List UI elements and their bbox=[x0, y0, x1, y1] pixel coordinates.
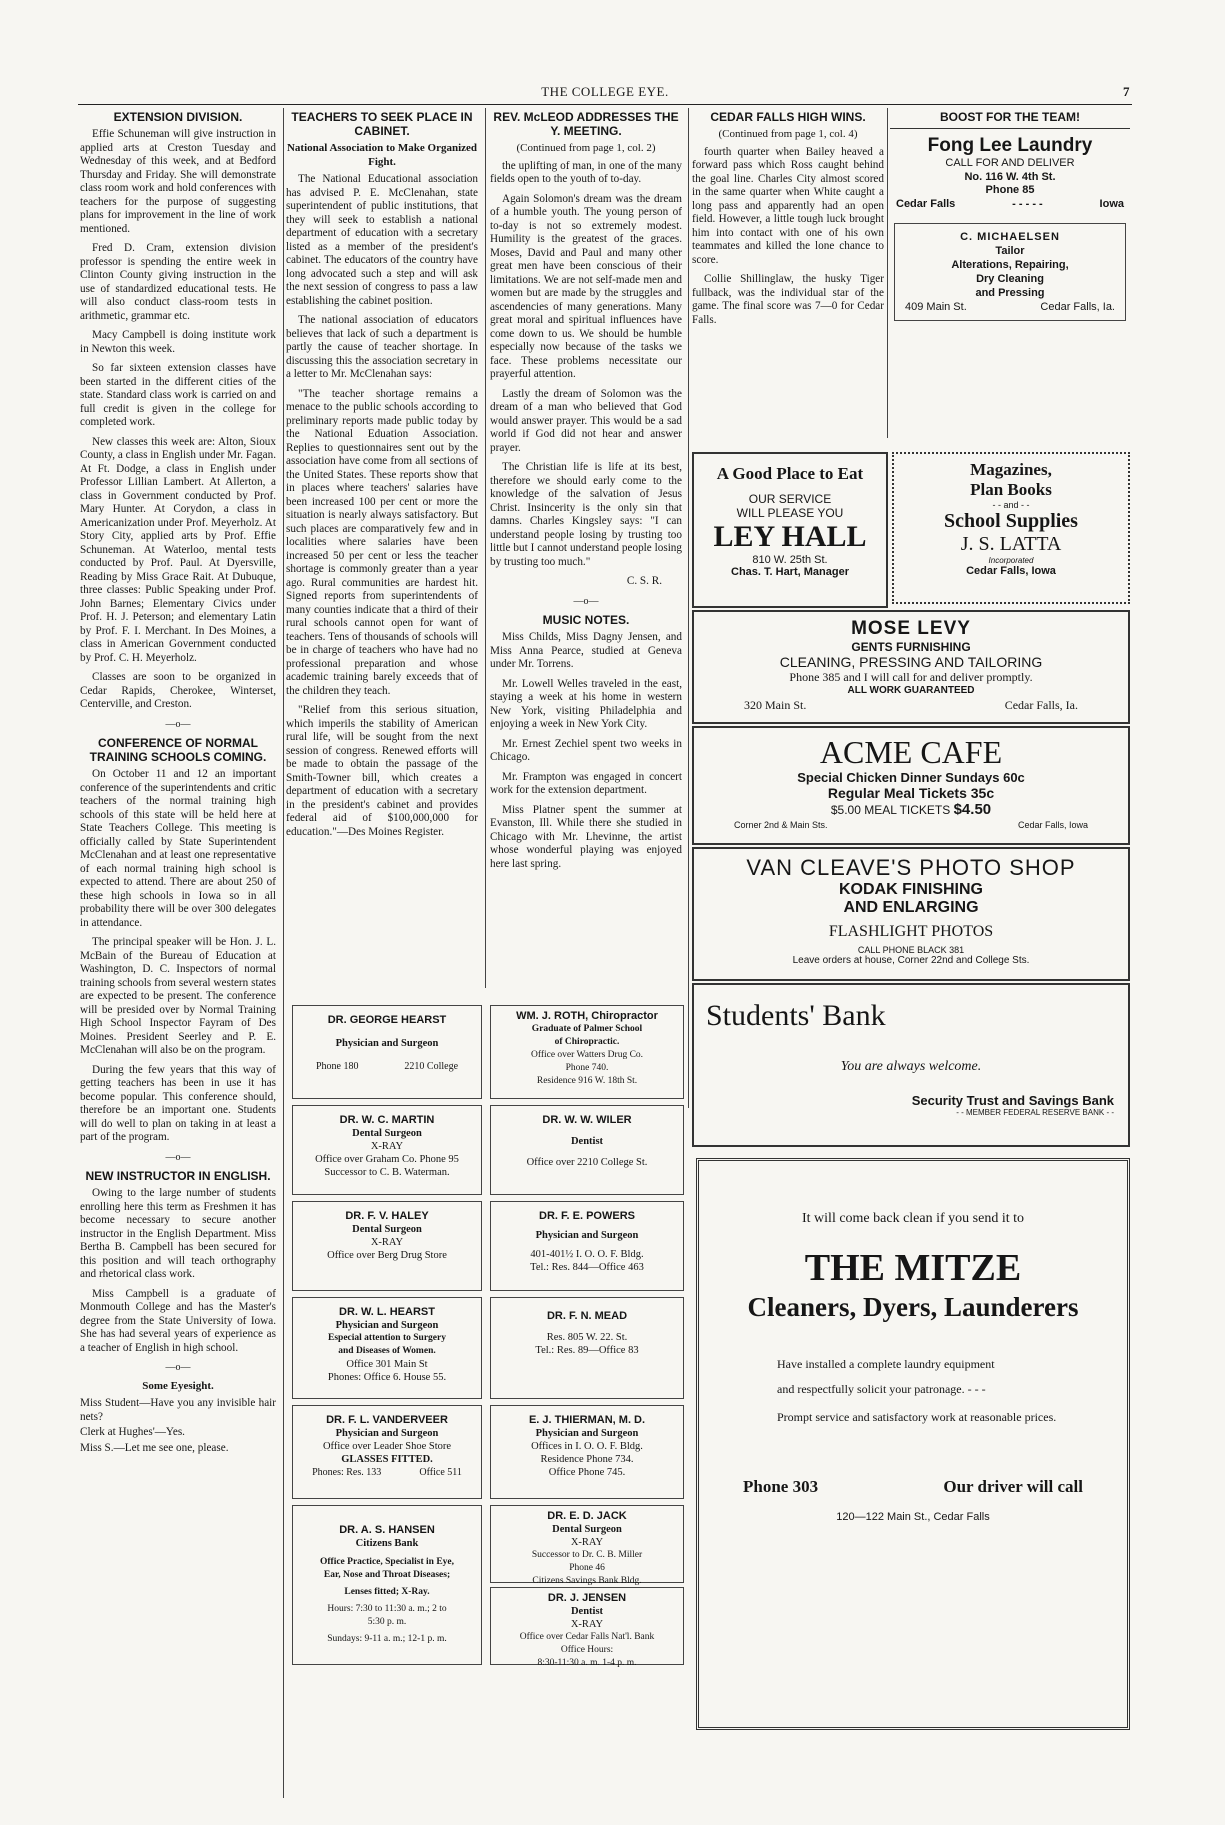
card-text: Hours: 7:30 to 11:30 a. m.; 2 to bbox=[327, 1604, 447, 1614]
card-mead bbox=[490, 1297, 684, 1399]
card-name: E. J. THIERMAN, M. D. bbox=[528, 1414, 646, 1426]
card-title: Dentist bbox=[570, 1606, 604, 1617]
card-text: Successor to Dr. C. B. Miller bbox=[531, 1550, 643, 1560]
header-rule bbox=[78, 104, 1132, 105]
card-haley bbox=[292, 1201, 482, 1291]
ad-text: Magazines, bbox=[970, 460, 1052, 479]
ad-tailor-name: C. MICHAELSEN bbox=[960, 231, 1060, 243]
ad-text: Corner 2nd & Main Sts. bbox=[734, 820, 828, 830]
ad-vancleave-name: VAN CLEAVE'S PHOTO SHOP bbox=[746, 855, 1076, 880]
ad-mitze bbox=[696, 1158, 1130, 1730]
column-divider bbox=[485, 108, 486, 988]
card-text: Office 511 bbox=[419, 1467, 462, 1478]
article-paragraph: On October 11 and 12 an important conference of the superintendents and critic teachers of the normal training high schools of this state will be held here at State Teachers College. This meeting is officially called by State Superintendent McClenahan and at least one representative of each normal training high school is expected to attend. There are about 250 of these high schools in Iowa so in all probability there will be over 300 delegates in attendance. bbox=[80, 768, 276, 929]
ad-acme-address bbox=[694, 818, 1128, 832]
dialogue-line: Miss S.—Let me see one, please. bbox=[80, 1441, 229, 1454]
column-1 bbox=[80, 110, 276, 1710]
card-name: DR. GEORGE HEARST bbox=[327, 1014, 447, 1026]
ad-acme-tickets bbox=[694, 801, 1128, 818]
card-title: Dental Surgeon bbox=[552, 1524, 622, 1535]
column-3 bbox=[490, 110, 682, 1020]
article-heading: NEW INSTRUCTOR IN ENGLISH. bbox=[85, 1169, 271, 1183]
ad-text: CALL FOR AND DELIVER bbox=[945, 157, 1075, 169]
card-text: Office over Leader Shoe Store bbox=[322, 1441, 452, 1452]
card-text: Office Phone 745. bbox=[548, 1467, 626, 1478]
separator: —o— bbox=[165, 718, 191, 730]
ad-mose-address bbox=[694, 696, 1128, 715]
card-text: Sundays: 9-11 a. m.; 12-1 p. m. bbox=[327, 1634, 447, 1644]
card-name: DR. F. E. POWERS bbox=[539, 1210, 635, 1222]
ad-van-cleave bbox=[692, 847, 1130, 981]
card-text: Res. 805 W. 22. St. bbox=[546, 1332, 628, 1343]
article-paragraph: Miss Platner spent the summer at Evanston, Ill. While there she studied in Chicago with Mr. Lhevinne, the artist whose wonderful playing was enjoyed here last spring. bbox=[490, 803, 682, 870]
card-name: DR. F. N. MEAD bbox=[546, 1310, 628, 1322]
ad-text: GENTS FURNISHING bbox=[851, 640, 971, 654]
card-hearst bbox=[292, 1005, 482, 1099]
ad-text: Special Chicken Dinner Sundays 60c bbox=[797, 770, 1025, 785]
ad-latta bbox=[892, 452, 1130, 604]
card-text: Tel.: Res. 89—Office 83 bbox=[535, 1345, 639, 1356]
article-paragraph: Mr. Lowell Welles traveled in the east, staying a week at his home in western New York, visiting Philadelphia and enjoying a week in New York City. bbox=[490, 677, 682, 730]
card-text: Office over Watters Drug Co. bbox=[530, 1050, 644, 1060]
ad-tailor-address bbox=[899, 300, 1121, 314]
article-paragraph: Effie Schuneman will give instruction in applied arts at Creston Tuesday and Wednesday of this week, and at Bedford Thursday and Friday. She will demonstrate class room work and hold conferences with teachers for the purpose of suggesting plans for improvement in the line of work mentioned. bbox=[80, 128, 276, 235]
card-text: Ear, Nose and Throat Diseases; bbox=[323, 1570, 451, 1580]
signature: C. S. R. bbox=[626, 575, 662, 587]
card-text: Office 301 Main St bbox=[346, 1359, 428, 1370]
ad-text: 120—122 Main St., Cedar Falls bbox=[836, 1511, 990, 1523]
card-text: Residence Phone 734. bbox=[540, 1454, 634, 1465]
article-paragraph: Owing to the large number of students enrolling here this term as Freshmen it has become necessary to secure another instructor in the English Department. Miss Bertha B. Campbell has been secured for this position and will teach orthography and rhetorical class work. bbox=[80, 1187, 276, 1280]
ad-mitze-contact bbox=[699, 1427, 1127, 1497]
card-text: X-RAY bbox=[370, 1141, 404, 1152]
article-paragraph: Miss Childs, Miss Dagny Jensen, and Miss Anna Pearce, studied at Geneva under Mr. Torrens. bbox=[490, 631, 682, 670]
card-thierman bbox=[490, 1405, 684, 1499]
ad-text: CLEANING, PRESSING AND TAILORING bbox=[779, 654, 1043, 670]
newspaper-title: THE COLLEGE EYE. bbox=[541, 84, 669, 99]
article-paragraph: The principal speaker will be Hon. J. L. McBain of the Bureau of Education at Washington, D. C. Inspectors of normal training schools from several western states are expected to be present. The conference will be presided over by Normal Training High School Inspector Fayram of Des Moines. President Seerley and P. E. McClenahan will also be on the program. bbox=[80, 936, 276, 1056]
article-paragraph: Collie Shillinglaw, the husky Tiger fullback, was the individual star of the game. The final score was 7—0 for Cedar Falls. bbox=[692, 273, 884, 326]
ad-text: Cedar Falls, Iowa bbox=[1017, 820, 1088, 830]
separator: —o— bbox=[165, 1151, 191, 1163]
card-text: 8:30-11:30 a. m. 1-4 p. m. bbox=[537, 1658, 637, 1668]
card-text: Phones: Res. 133 bbox=[312, 1467, 382, 1478]
ad-text: 810 W. 25th St. bbox=[752, 554, 828, 566]
column-2 bbox=[286, 110, 478, 980]
ad-text: - - and - - bbox=[992, 500, 1030, 510]
ad-acme-cafe bbox=[692, 726, 1130, 845]
ad-laundry-city-row bbox=[890, 198, 1130, 212]
card-text: X-RAY bbox=[570, 1537, 604, 1548]
card-text: Successor to C. B. Waterman. bbox=[324, 1167, 450, 1178]
ad-text: You are always welcome. bbox=[840, 1059, 982, 1074]
card-title: Physician and Surgeon bbox=[335, 1038, 439, 1049]
ad-text: Alterations, Repairing, bbox=[951, 259, 1069, 271]
ad-mose-levy bbox=[692, 610, 1130, 724]
article-paragraph: New classes this week are: Alton, Sioux County, a class in English under Mr. Fagan. At Ft. Dodge, a class in English under Professor Lillian Lambert. At Allerton, a class in Government conducted by Prof. Mary Hunter. At Corydon, a class in Americanization under Prof. Meyerholz. At Story City, applied arts by Prof. Effie Schuneman. At Waterloo, mental tests conducted by Prof. Paul. At Dyersville, Reading by Miss Grace Rait. At Dubuque, three classes: Public Speaking under Prof. John Barnes; Elementary Civics under Prof. H. J. Peterson; and elementary Latin by Prof. F. I. Merchant. In Des Moines, a class in American Government conducted by Prof. C. H. Meyerholz. bbox=[80, 435, 276, 664]
ad-text: Dry Cleaning bbox=[976, 273, 1044, 285]
article-paragraph: "The teacher shortage remains a menace to the public schools according to preliminary reports made public today by the National Eduation Association. Replies to questionnaires sent out by the association have come from all sections of the United States. These reports show that in places where teachers' salaries have been increased 100 per cent or more the situation is nearly always satisfactory. But such places are comparatively few and in localities where salaries have been increased 50 per cent or less the teacher shortage is commonly greater than a year ago. Rural communities are hardest hit. Signed reports from superintendents of many counties indicate that a third of their rural schools cannot open for want of teachers. Tens of thousands of schools will be in charge of teachers who have had no professional preparation and whose academic training barely exceeds that of the children they teach. bbox=[286, 387, 478, 697]
card-name: DR. F. V. HALEY bbox=[345, 1210, 429, 1222]
card-wiler bbox=[490, 1105, 684, 1195]
ad-tailor bbox=[894, 223, 1126, 321]
card-name: WM. J. ROTH, Chiropractor bbox=[516, 1010, 658, 1022]
card-title: Physician and Surgeon bbox=[535, 1428, 639, 1439]
ad-text: 409 Main St. bbox=[905, 301, 967, 313]
card-text: Office over 2210 College St. bbox=[526, 1157, 648, 1168]
card-name: DR. A. S. HANSEN bbox=[339, 1524, 435, 1536]
ad-text: Cedar Falls, Ia. bbox=[1004, 698, 1078, 712]
ad-text: FLASHLIGHT PHOTOS bbox=[828, 923, 994, 940]
article-paragraph: The Christian life is life at its best, therefore we should early come to the knowledge of the salvation of Jesus Christ. Insincerity is the only sin that damns. Charles Kingsley says: "I can understand people losing by trusting too little but I cannot understand people losing by trusting too much." bbox=[490, 461, 682, 568]
article-paragraph: During the few years that this way of getting teachers has been in use it has become popular. This conference should, therefore be an important one. Students will do well to plan on taking in at least a part of the program. bbox=[80, 1063, 276, 1143]
column-divider bbox=[688, 108, 689, 1108]
ad-text: Our driver will call bbox=[943, 1477, 1083, 1496]
article-heading: BOOST FOR THE TEAM! bbox=[890, 110, 1130, 129]
card-text: of Chiropractic. bbox=[554, 1037, 620, 1047]
separator: —o— bbox=[573, 595, 599, 607]
article-paragraph: fourth quarter when Bailey heaved a forward pass which Ross caught behind the goal line. Charles City almost scored in the same quarter when White caught a long pass and apparently had an open field. However, a little tough luck brought him into contact with one of his own teammates and killed the lone chance to score. bbox=[692, 145, 884, 266]
ad-mose-name: MOSE LEVY bbox=[851, 618, 971, 639]
ad-bank-name: Students' Bank bbox=[706, 999, 886, 1032]
card-text: 2210 College bbox=[404, 1061, 459, 1072]
ad-text: Iowa bbox=[1099, 197, 1124, 210]
ad-text: WILL PLEASE YOU bbox=[736, 506, 844, 520]
dialogue-line: Miss Student—Have you any invisible hair nets? bbox=[80, 1397, 276, 1423]
ad-text: 320 Main St. bbox=[744, 698, 807, 712]
article-paragraph: The national association of educators believes that lack of such a department is partly the cause of teacher shortage. In discussing this the association secretary in a letter to Mr. McClenahan says: bbox=[286, 314, 478, 380]
card-text: Office Hours: bbox=[560, 1645, 614, 1655]
ad-text: Phone 385 and I will call for and deliver promptly. bbox=[789, 670, 1033, 684]
article-heading: CONFERENCE OF NORMAL TRAINING SCHOOLS COMING. bbox=[89, 736, 267, 764]
article-heading: Some Eyesight. bbox=[142, 1379, 214, 1392]
card-text: 5:30 p. m. bbox=[367, 1617, 407, 1627]
column-divider bbox=[283, 108, 284, 1798]
card-text: Lenses fitted; X-Ray. bbox=[344, 1587, 430, 1597]
ad-text: No. 116 W. 4th St. bbox=[964, 170, 1056, 183]
ad-text: KODAK FINISHING bbox=[839, 881, 983, 898]
article-subheading: National Association to Make Organized Fight. bbox=[286, 142, 478, 168]
article-paragraph: Again Solomon's dream was the dream of a humble youth. The young person of to-day is not so extremely modest. Humility is the greatest of the graces. Moses, David and Paul and many other great men have been conscious of their limitations. We are not self-made men and women but are made by the struggles and ascendencies of many generations. Many great moral and spiritual influences have come down to us. We should be humble especially now because of the tasks we face. These problems necessitate our prayerful attention. bbox=[490, 192, 682, 380]
ad-text: and respectfully solicit your patronage. - - - bbox=[777, 1382, 986, 1396]
card-roth bbox=[490, 1005, 684, 1099]
card-powers bbox=[490, 1201, 684, 1291]
card-title: Physician and Surgeon bbox=[335, 1320, 439, 1331]
ad-text: Prompt service and satisfactory work at reasonable prices. bbox=[777, 1410, 1057, 1424]
article-paragraph: the uplifting of man, in one of the many fields open to the youth of to-day. bbox=[490, 159, 682, 185]
ad-text: School Supplies bbox=[944, 510, 1078, 532]
ad-text: Cedar Falls, Iowa bbox=[966, 565, 1056, 577]
ad-latta-name: J. S. LATTA bbox=[960, 533, 1062, 555]
ad-text: Cedar Falls bbox=[896, 197, 956, 210]
card-title: Dentist bbox=[570, 1136, 604, 1147]
continued-note: (Continued from page 1, col. 2) bbox=[516, 142, 656, 154]
card-text: X-RAY bbox=[370, 1237, 404, 1248]
ad-text: $5.00 MEAL TICKETS bbox=[830, 803, 951, 817]
card-text: Office Practice, Specialist in Eye, bbox=[319, 1557, 455, 1567]
card-title: Graduate of Palmer School bbox=[531, 1024, 643, 1034]
ad-text: Phone 303 bbox=[743, 1477, 819, 1496]
card-text: Phone 180 bbox=[315, 1061, 359, 1072]
card-text: Especial attention to Surgery bbox=[328, 1333, 446, 1343]
ad-ley-hall bbox=[692, 452, 888, 608]
card-row bbox=[293, 1060, 481, 1073]
page-header bbox=[80, 84, 1130, 106]
column-divider bbox=[887, 108, 888, 438]
card-text: Citizens Savings Bank Bldg. bbox=[532, 1576, 642, 1586]
article-paragraph: Mr. Ernest Zechiel spent two weeks in Chicago. bbox=[490, 737, 682, 763]
card-w-hearst bbox=[292, 1297, 482, 1399]
article-paragraph: So far sixteen extension classes have been started in the different cities of the state. Standard class work is carried on and full credit is given in the college for completed work. bbox=[80, 362, 276, 428]
ad-text: Chas. T. Hart, Manager bbox=[731, 566, 849, 578]
card-text: Office over Graham Co. Phone 95 bbox=[315, 1154, 459, 1165]
column-5 bbox=[890, 110, 1130, 410]
card-martin bbox=[292, 1105, 482, 1195]
ad-acme-name: ACME CAFE bbox=[819, 734, 1003, 770]
card-text: GLASSES FITTED. bbox=[341, 1454, 433, 1465]
ad-laundry-name: Fong Lee Laundry bbox=[927, 135, 1093, 156]
card-name: DR. W. L. HEARST bbox=[339, 1306, 435, 1318]
ad-text: Incorporated bbox=[988, 556, 1034, 565]
ad-text: Cedar Falls, Ia. bbox=[1040, 301, 1115, 313]
ad-text: CALL PHONE BLACK 381 bbox=[857, 945, 965, 955]
ad-text: $4.50 bbox=[953, 801, 992, 818]
card-row bbox=[293, 1466, 481, 1479]
ad-text: AND ENLARGING bbox=[843, 899, 979, 916]
card-text: Tel.: Res. 844—Office 463 bbox=[530, 1262, 644, 1273]
ad-ley-hall-name: LEY HALL bbox=[713, 520, 867, 553]
continued-note: (Continued from page 1, col. 4) bbox=[718, 128, 858, 140]
card-text: Residence 916 W. 18th St. bbox=[536, 1076, 638, 1086]
ad-text: It will come back clean if you send it to bbox=[802, 1211, 1024, 1226]
article-heading: EXTENSION DIVISION. bbox=[113, 110, 243, 124]
card-title: Physician and Surgeon bbox=[535, 1230, 639, 1241]
article-paragraph: Miss Campbell is a graduate of Monmouth College and has the Master's degree from the State University of Iowa. She has had several years of experience as a teacher of English in high school. bbox=[80, 1287, 276, 1354]
card-text: X-RAY bbox=[570, 1619, 604, 1630]
article-paragraph: Mr. Frampton was engaged in concert work for the extension department. bbox=[490, 770, 682, 796]
ad-text: - - - - - bbox=[1012, 197, 1043, 210]
page-number: 7 bbox=[1123, 84, 1130, 99]
card-title: Dental Surgeon bbox=[352, 1224, 422, 1235]
ad-text: ALL WORK GUARANTEED bbox=[847, 685, 975, 696]
ad-mitze-name: THE MITZE bbox=[804, 1247, 1022, 1289]
article-paragraph: Lastly the dream of Solomon was the dream of a man who believed that God would answer prayer. This would be a sad world if God did not hear and answer prayer. bbox=[490, 387, 682, 454]
ad-text: OUR SERVICE bbox=[748, 492, 832, 506]
article-paragraph: Classes are soon to be organized in Cedar Rapids, Cherokee, Winterset, Centerville, and Creston. bbox=[80, 671, 276, 710]
dialogue-line: Clerk at Hughes'—Yes. bbox=[80, 1426, 185, 1438]
article-paragraph: Macy Campbell is doing institute work in Newton this week. bbox=[80, 329, 276, 355]
card-title: Citizens Bank bbox=[355, 1538, 419, 1549]
separator: —o— bbox=[165, 1362, 191, 1373]
article-paragraph: The National Educational association has advised P. E. McClenahan, state superintendent of public institutions, that they will seek to establish a national department of education with a secretary listed as a member of the president's cabinet. The educators of the country have long advocated such a step and will ask the next session of congress to pass a law establishing the cabinet position. bbox=[286, 173, 478, 307]
card-vanderveer bbox=[292, 1405, 482, 1499]
article-heading: CEDAR FALLS HIGH WINS. bbox=[710, 110, 866, 124]
card-hansen bbox=[292, 1505, 482, 1665]
card-name: DR. W. W. WILER bbox=[542, 1114, 632, 1126]
ad-text: Cleaners, Dyers, Launderers bbox=[747, 1292, 1079, 1322]
ad-text: Have installed a complete laundry equipment bbox=[777, 1357, 995, 1371]
ad-text: and Pressing bbox=[975, 287, 1045, 299]
card-name: DR. E. D. JACK bbox=[547, 1510, 627, 1522]
article-paragraph: "Relief from this serious situation, which imperils the stability of American rural life, will be sought from the next session of congress. Renewed efforts will be made to obtain the passage of the Smith-Towner bill, which creates a department of education with a secretary in the president's cabinet and provides federal aid of $100,000,000 for education."—Des Moines Register. bbox=[286, 704, 478, 838]
article-heading: REV. McLEOD ADDRESSES THE Y. MEETING. bbox=[493, 110, 679, 138]
ad-text: Tailor bbox=[995, 245, 1025, 257]
card-name: DR. F. L. VANDERVEER bbox=[326, 1414, 448, 1426]
ad-students-bank bbox=[692, 983, 1130, 1147]
ad-text: A Good Place to Eat bbox=[716, 464, 864, 483]
card-title: Physician and Surgeon bbox=[335, 1428, 439, 1439]
card-text: Phones: Office 6. House 55. bbox=[327, 1372, 447, 1383]
ad-text: Regular Meal Tickets 35c bbox=[827, 785, 995, 801]
card-title: Dental Surgeon bbox=[352, 1128, 422, 1139]
card-text: Office over Cedar Falls Nat'l. Bank bbox=[519, 1632, 655, 1642]
card-text: Phone 46 bbox=[569, 1563, 605, 1573]
card-name: DR. J. JENSEN bbox=[547, 1592, 627, 1604]
card-text: Office over Berg Drug Store bbox=[327, 1250, 447, 1261]
card-text: Phone 740. bbox=[565, 1063, 609, 1073]
ad-text: Plan Books bbox=[970, 480, 1052, 499]
article-heading: TEACHERS TO SEEK PLACE IN CABINET. bbox=[291, 110, 473, 138]
card-jack bbox=[490, 1505, 684, 1586]
card-name: DR. W. C. MARTIN bbox=[339, 1114, 435, 1126]
card-text: 401-401½ I. O. O. F. Bldg. bbox=[530, 1249, 644, 1260]
card-text: and Diseases of Women. bbox=[338, 1346, 436, 1356]
ad-text: Phone 85 bbox=[985, 184, 1035, 196]
ad-text: Security Trust and Savings Bank bbox=[911, 1093, 1114, 1108]
ad-text: - - MEMBER FEDERAL RESERVE BANK - - bbox=[956, 1108, 1114, 1117]
article-paragraph: Fred D. Cram, extension division professor is spending the entire week in Clinton County giving instruction in the use of standardized educational tests. He will also conduct class-room tests in arithmetic, grammar etc. bbox=[80, 242, 276, 322]
ad-text: Leave orders at house, Corner 22nd and College Sts. bbox=[792, 955, 1030, 966]
card-text: Offices in I. O. O. F. Bldg. bbox=[531, 1441, 643, 1452]
article-heading: MUSIC NOTES. bbox=[542, 613, 630, 627]
card-jensen bbox=[490, 1587, 684, 1668]
